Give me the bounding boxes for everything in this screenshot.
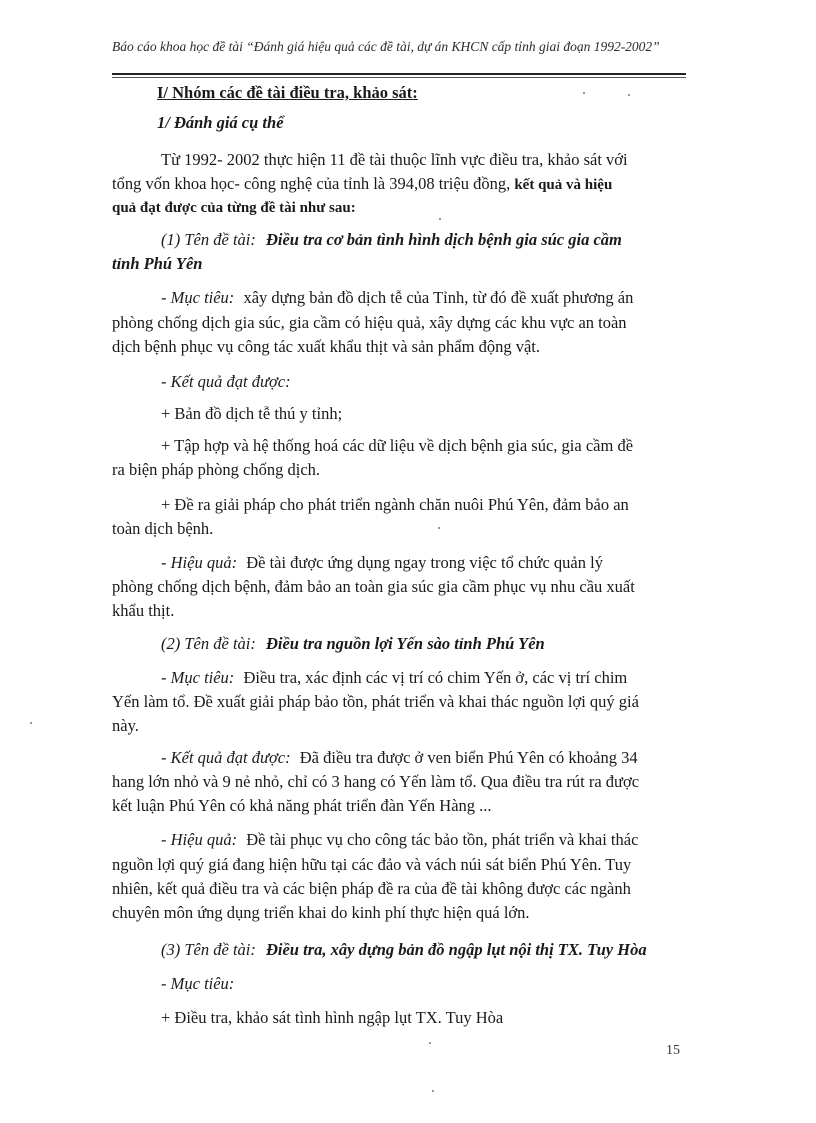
topic-2-results-line-1 (161, 748, 638, 768)
topic-1-effect-line-1 (161, 553, 603, 573)
topic-1-result-2: + Tập hợp và hệ thống hoá các dữ liệu về dịch bệnh gia súc, gia cầm đề (161, 436, 634, 455)
page-number: 15 (666, 1043, 680, 1058)
topic-1-objective-text: xây dựng bản đồ dịch tễ của Tỉnh, từ đó đề xuất phương án (243, 288, 634, 307)
topic-1-result-3: + Đề ra giải pháp cho phát triển ngành chăn nuôi Phú Yên, đảm bảo an (161, 495, 629, 514)
topic-2-effect-line-4: chuyên môn ứng dụng triển khai do kinh phí thực hiện quá lớn. (112, 903, 530, 922)
scan-speck (439, 218, 441, 220)
topic-3-item-1: + Điều tra, khảo sát tình hình ngập lụt TX. Tuy Hòa (161, 1008, 504, 1027)
topic-1-effect-text: Đề tài được ứng dụng ngay trong việc tổ chức quản lý (246, 553, 603, 572)
topic-2-objective-line-1 (161, 668, 627, 688)
topic-2-results-line-2: hang lớn nhỏ và 9 nẻ nhỏ, chỉ có 3 hang có Yến làm tổ. Qua điều tra rút ra được (112, 772, 640, 791)
topic-2-objective-line-3: này. (112, 716, 139, 735)
topic-2-title-line (161, 634, 545, 654)
intro-line-3: quả đạt được của từng đề tài như sau: (112, 200, 356, 216)
topic-3-title-line (161, 940, 647, 960)
topic-3-label: (3) Tên đề tài: (161, 940, 256, 959)
scan-speck (438, 527, 440, 529)
section-heading: I/ Nhóm các đề tài điều tra, khảo sát: (157, 83, 418, 102)
scan-speck (432, 1090, 434, 1092)
topic-2-objective-line-2: Yến làm tổ. Đề xuất giải pháp bảo tồn, phát triển và khai thác nguồn lợi quý giá (112, 692, 639, 711)
topic-1-effect-line-3: khẩu thịt. (112, 601, 175, 620)
running-header: Báo cáo khoa học đề tài “Đánh giá hiệu quả các đề tài, dự án KHCN cấp tỉnh giai đoạn 1992-2002” (112, 39, 660, 54)
topic-1-label: (1) Tên đề tài: (161, 230, 256, 249)
topic-1-title-cont: tỉnh Phú Yên (112, 254, 203, 273)
topic-1-objective-line-1 (161, 288, 633, 308)
topic-2-effect-line-2: nguồn lợi quý giá đang hiện hữu tại các đảo và vách núi sát biển Phú Yên. Tuy (112, 855, 632, 874)
topic-2-effect-line-3: nhiên, kết quả điều tra và các biện pháp đề ra của đề tài không được các ngành (112, 879, 631, 898)
topic-3-objective-label: - Mục tiêu: (161, 974, 235, 993)
topic-1-objective-label: - Mục tiêu: (161, 288, 235, 307)
topic-1-title-line (161, 230, 622, 250)
topic-1-effect-label: - Hiệu quả: (161, 553, 238, 572)
topic-2-results-line-3: kết luận Phú Yên có khả năng phát triển đàn Yến Hàng ... (112, 796, 492, 815)
section-subheading: 1/ Đánh giá cụ thể (157, 113, 284, 132)
scan-speck (429, 1042, 431, 1044)
topic-2-effect-label: - Hiệu quả: (161, 830, 238, 849)
topic-2-results-text: Đã điều tra được ở ven biển Phú Yên có khoảng 34 (299, 748, 638, 767)
topic-2-results-label: - Kết quả đạt được: (161, 748, 291, 767)
header-rule-thin (112, 77, 686, 78)
topic-1-result-1: + Bản đồ dịch tễ thú y tỉnh; (161, 404, 343, 423)
topic-1-results-label: - Kết quả đạt được: (161, 372, 291, 391)
intro-line-1: Từ 1992- 2002 thực hiện 11 đề tài thuộc lĩnh vực điều tra, khảo sát với (161, 150, 628, 169)
topic-1-objective-line-2: phòng chống dịch gia súc, gia cầm có hiệu quả, xây dựng các khu vực an toàn (112, 313, 627, 332)
topic-2-effect-text: Đề tài phục vụ cho công tác bảo tồn, phát triển và khai thác (246, 830, 639, 849)
topic-2-label: (2) Tên đề tài: (161, 634, 256, 653)
topic-3-title: Điều tra, xây dựng bản đồ ngập lụt nội thị TX. Tuy Hòa (265, 940, 647, 959)
intro-line-2-text: tổng vốn khoa học- công nghệ của tỉnh là 394,08 triệu đồng, (112, 174, 511, 193)
topic-2-title: Điều tra nguồn lợi Yến sào tỉnh Phú Yên (265, 634, 545, 653)
intro-line-2 (112, 174, 612, 195)
scan-speck (583, 92, 585, 94)
topic-2-objective-label: - Mục tiêu: (161, 668, 235, 687)
scan-speck (628, 94, 630, 96)
scan-speck (30, 722, 32, 724)
intro-line-2-bold: kết quả và hiệu (514, 177, 613, 193)
topic-1-result-3-cont: toàn dịch bệnh. (112, 519, 214, 538)
topic-1-effect-line-2: phòng chống dịch bệnh, đảm bảo an toàn gia súc gia cầm phục vụ nhu cầu xuất (112, 577, 635, 596)
topic-2-effect-line-1 (161, 830, 638, 850)
topic-1-result-2-cont: ra biện pháp phòng chống dịch. (112, 460, 321, 479)
topic-2-objective-text: Điều tra, xác định các vị trí có chim Yến ở, các vị trí chim (243, 668, 628, 687)
header-rule-thick (112, 73, 686, 75)
topic-1-title: Điều tra cơ bản tình hình dịch bệnh gia súc gia cầm (265, 230, 622, 249)
topic-1-objective-line-3: dịch bệnh phục vụ công tác xuất khẩu thịt và sản phẩm động vật. (112, 337, 540, 356)
